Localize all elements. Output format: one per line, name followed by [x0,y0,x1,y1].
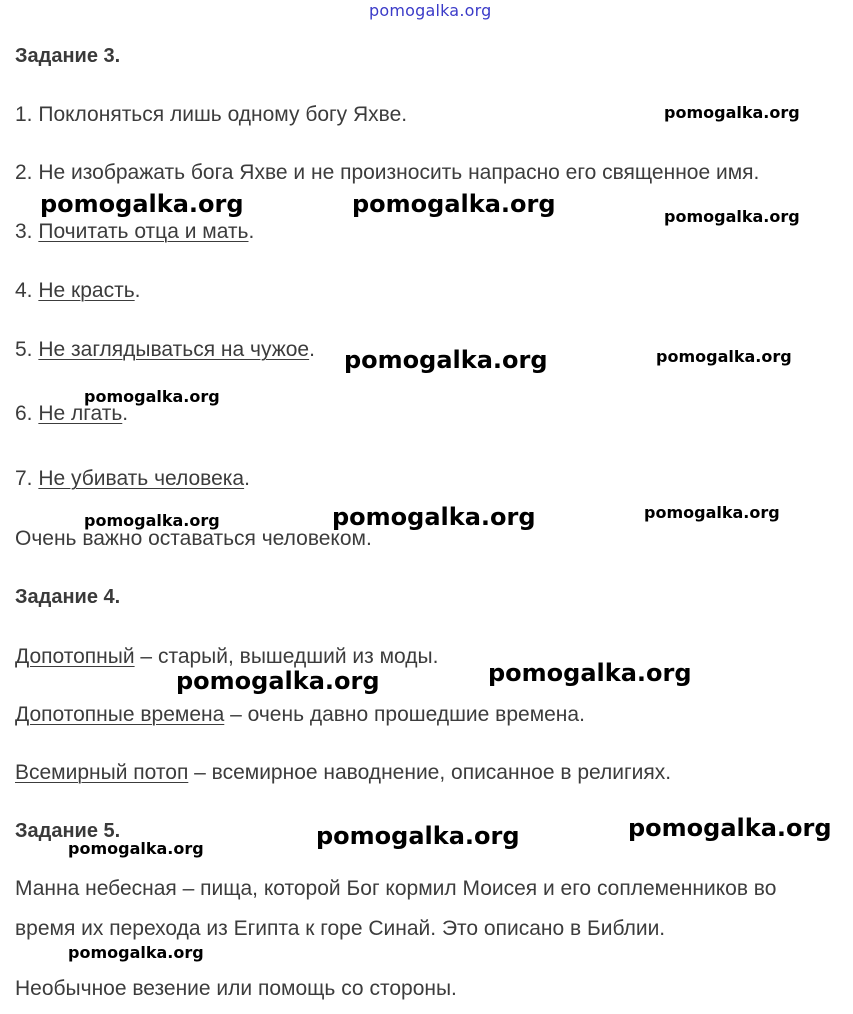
item-text: Поклоняться лишь одному богу Яхве. [38,103,408,126]
item-number: 4. [15,279,33,302]
task5-line-2: время их перехода из Египта к горе Синай. Это описано в Библии. [15,917,666,940]
watermark: pomogalka.org [84,511,220,530]
watermark: pomogalka.org [316,822,520,850]
definition-text: – очень давно прошедшие времена. [224,703,585,726]
item-end: . [309,338,315,361]
task3-item-1 [15,103,407,127]
definition-term: Допотопные времена [15,703,225,726]
watermark: pomogalka.org [68,943,204,962]
task3-heading: Задание 3. [15,45,121,67]
item-text: Не красть [38,279,135,302]
watermark: pomogalka.org [40,190,244,218]
watermark: pomogalka.org [332,503,536,531]
definition-text: – старый, вышедший из моды. [134,645,439,668]
task3-conclusion: Очень важно оставаться человеком. [15,527,372,550]
item-text: Не убивать человека [38,467,245,490]
task4-definition-1 [15,645,438,669]
item-number: 7. [15,467,33,490]
watermark: pomogalka.org [344,346,548,374]
item-text: Почитать отца и мать [38,220,249,243]
task3-item-4 [15,279,141,303]
task3-item-2 [15,161,759,185]
watermark: pomogalka.org [488,659,692,687]
task3-item-3 [15,220,254,244]
definition-term: Всемирный потоп [15,761,189,784]
watermark: pomogalka.org [656,347,792,366]
watermark: pomogalka.org [664,207,800,226]
task3-item-5 [15,338,315,362]
task5-line-3: Необычное везение или помощь со стороны. [15,977,457,1000]
watermark: pomogalka.org [628,814,832,842]
item-end: . [244,467,250,490]
watermark: pomogalka.org [176,667,380,695]
task5-heading: Задание 5. [15,820,121,842]
task4-heading: Задание 4. [15,586,121,608]
item-number: 2. [15,161,33,184]
item-number: 3. [15,220,33,243]
item-end: . [248,220,255,243]
item-number: 5. [15,338,33,361]
item-end: . [122,402,129,425]
watermark: pomogalka.org [352,190,556,218]
item-text: Не заглядываться на чужое [38,338,310,361]
task4-definition-2 [15,703,585,727]
task5-line-1: Манна небесная – пища, которой Бог кормил Моисея и его соплеменников во [15,877,777,900]
item-end: . [134,279,141,302]
watermark: pomogalka.org [644,503,780,522]
task4-definition-3 [15,761,671,785]
watermark: pomogalka.org [664,103,800,122]
task3-item-7 [15,467,250,491]
item-number: 1. [15,103,33,126]
definition-text: – всемирное наводнение, описанное в религиях. [188,761,672,784]
item-number: 6. [15,402,33,425]
item-text: Не лгать [38,402,123,425]
watermark: pomogalka.org [68,839,204,858]
watermark: pomogalka.org [84,387,220,406]
item-text: Не изображать бога Яхве и не произносить напрасно его священное имя. [38,161,760,184]
site-header-watermark: pomogalka.org [369,1,492,20]
definition-term: Допотопный [15,645,135,668]
